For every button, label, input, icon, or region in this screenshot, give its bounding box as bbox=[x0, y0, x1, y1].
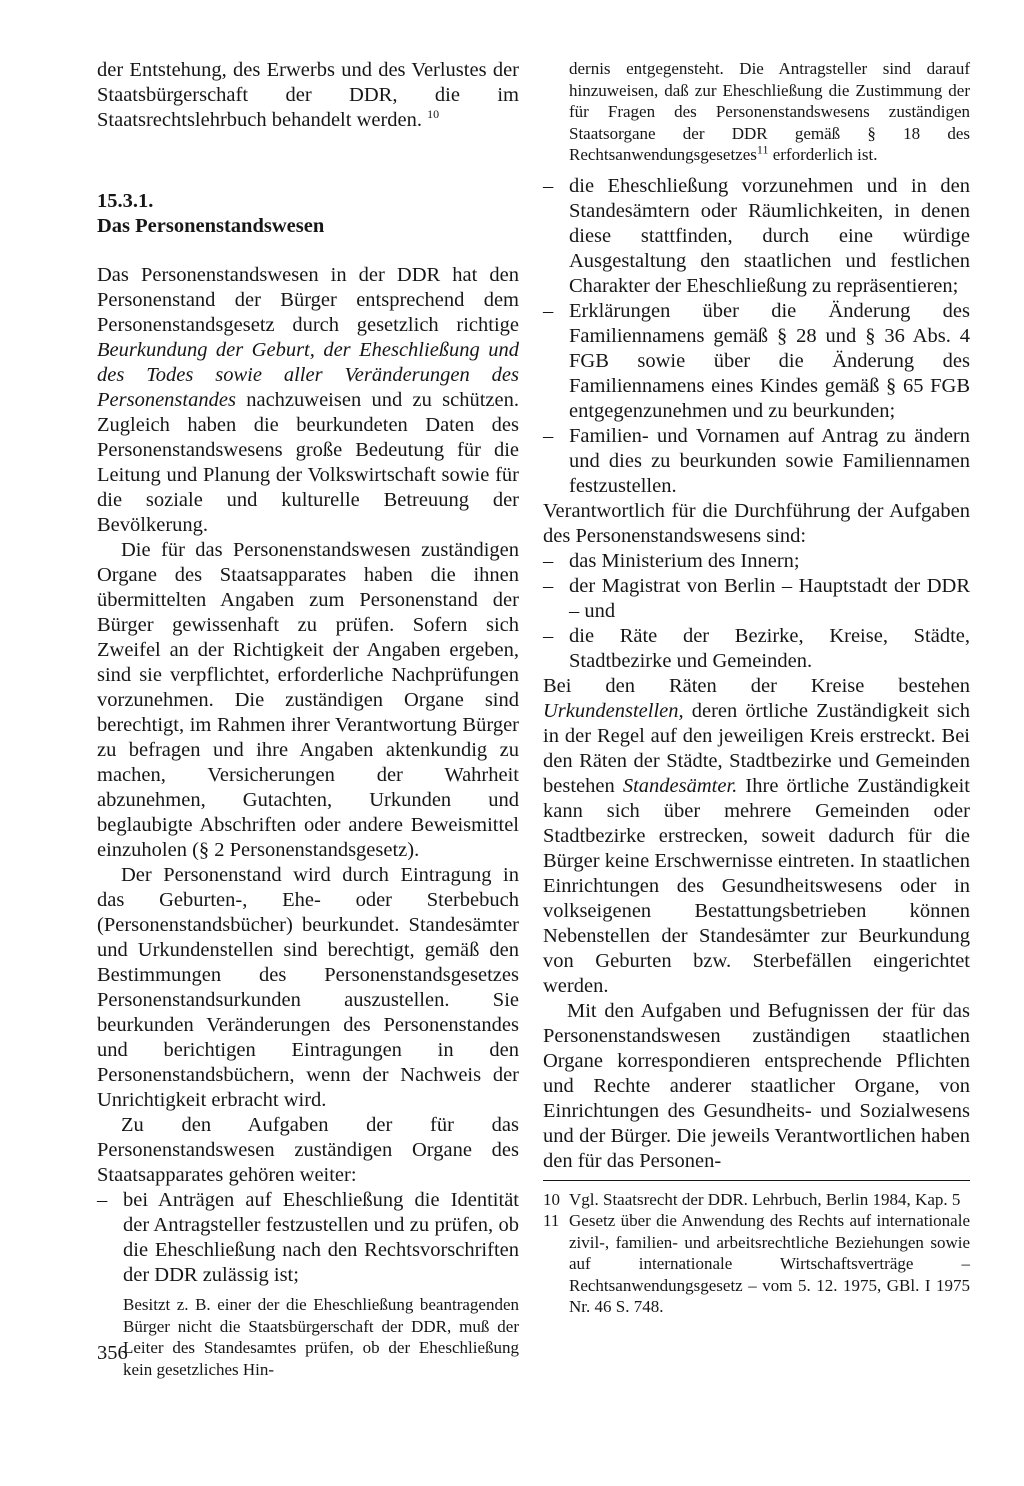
intro-text: der Entstehung, des Erwerbs und des Verlustes der Staatsbürgerschaft der DDR, die im Staatsrechtslehrbuch behandelt werden. bbox=[97, 59, 519, 131]
small-print-note: Besitzt z. B. einer der die Eheschließung beantragenden Bürger nicht die Staatsbürgerschaft der DDR, muß der Leiter des Standesamtes prüfen, ob der Eheschließung kein gesetzliches Hin- bbox=[123, 1295, 519, 1379]
paragraph-1-emphasis: Beurkundung der Geburt, der Eheschließung und des Todes sowie aller Veränderungen des Personenstandes bbox=[97, 339, 519, 411]
right-column bbox=[543, 58, 970, 1318]
footnote-divider bbox=[543, 1180, 970, 1181]
footnote-ref-10: 10 bbox=[427, 107, 440, 122]
left-column bbox=[97, 58, 519, 1380]
paragraph-5-emphasis-2: Standesämter. bbox=[622, 774, 738, 797]
list-dash: – bbox=[543, 574, 554, 597]
list-item bbox=[543, 174, 970, 299]
paragraph-5 bbox=[543, 674, 970, 999]
paragraph-2: Die für das Personenstandswesen zuständigen Organe des Staatsapparates haben die ihnen übermittelten Angaben zum Personenstand der Bürger gewissenhaft zu prüfen. Sofern sich Zweifel an der Richtigkeit der Angaben ergeben, sind sie verpflichtet, erforderliche Nachprüfungen vorzunehmen. Die zuständigen Organe sind berechtigt, im Rahmen ihrer Verantwortung Bürger zu befragen und ihre Angaben aktenkundig zu machen, Versicherungen der Wahrheit abzunehmen, Gutachten, Urkunden und beglaubigte Abschriften oder andere Beweismittel einzuholen (§ 2 Personenstandsgesetz). bbox=[97, 539, 519, 861]
list-item bbox=[543, 549, 970, 574]
list-item-text: die Räte der Bezirke, Kreise, Städte, Stadtbezirke und Gemeinden. bbox=[569, 624, 970, 672]
footnote-text: Gesetz über die Anwendung des Rechts auf internationale zivil-, familien- und arbeitsrechtliche Beziehungen sowie auf internationale Wirtschaftsverträge – Rechtsanwendungsgesetz – vom 5. 12. 1975, GBl. I 1975 Nr. 46 S. 748. bbox=[569, 1211, 970, 1316]
small-print-text-end: erforderlich ist. bbox=[768, 145, 878, 164]
paragraph-1-text-c: nachzuweisen und zu schützen. Zugleich haben die beurkundeten Daten des Personenstandswesens große Bedeutung für die Leitung und Planung der Volkswirtschaft sowie für die soziale und kulturelle Betreuung der Bevölkerung. bbox=[97, 389, 519, 536]
paragraph-1-text-a: Das Personenstandswesen in der DDR hat den Personenstand der Bürger entsprechend dem Personenstandsgesetz durch gesetzlich richtige bbox=[97, 264, 519, 336]
paragraph-1 bbox=[97, 263, 519, 538]
paragraph-5-text-c: deren örtliche Zuständigkeit sich in der Regel auf den jeweiligen Kreis erstreckt. Bei den Räten der Städte, Stadtbezirke und Gemeinden bestehen bbox=[543, 699, 970, 797]
intro-paragraph bbox=[97, 58, 519, 133]
list-item bbox=[543, 424, 970, 499]
list-item-text: die Eheschließung vorzunehmen und in den Standesämtern oder Räumlichkeiten, in denen diese stattfinden, durch eine würdige Ausgestaltung den staatlichen und festlichen Charakter der Eheschließung zu repräsentieren; bbox=[569, 174, 970, 297]
footnote-number: 11 bbox=[543, 1211, 560, 1230]
small-print-text: dernis entgegensteht. Die Antragsteller sind darauf hinzuweisen, daß zur Eheschließung die Zustimmung der für Fragen des Personenstandswesens zuständigen Staatsorgane der DDR gemäß § 18 des Rechtsanwendungsgesetzes bbox=[569, 59, 970, 164]
section-number: 15.3.1. bbox=[97, 190, 154, 212]
small-print-note-continued bbox=[543, 58, 970, 166]
list-dash: – bbox=[543, 424, 554, 447]
list-item-text: bei Anträgen auf Eheschließung die Identität der Antragsteller festzustellen und zu prüfen, ob die Eheschließung nach den Rechtsvorschriften der DDR zulässig ist; bbox=[123, 1189, 519, 1286]
paragraph-5-text-a: Bei den Räten der Kreise bestehen bbox=[543, 674, 970, 697]
list-item-text: der Magistrat von Berlin – Hauptstadt der DDR – und bbox=[569, 574, 970, 622]
page-number: 356 bbox=[97, 1342, 128, 1364]
list-item bbox=[543, 299, 970, 424]
list-item-text: das Ministerium des Innern; bbox=[569, 549, 800, 572]
list-item-text: Familien- und Vornamen auf Antrag zu ändern und dies zu beurkunden sowie Familiennamen festzustellen. bbox=[569, 424, 970, 497]
list-dash: – bbox=[97, 1189, 108, 1211]
footnote-ref-11: 11 bbox=[756, 142, 769, 157]
list-item bbox=[543, 624, 970, 674]
footnote-number: 10 bbox=[543, 1189, 560, 1209]
list-item-text: Erklärungen über die Änderung des Familiennamens gemäß § 28 und § 36 Abs. 4 FGB sowie über die Änderung des Familiennamens eines Kindes gemäß § 65 FGB entgegenzunehmen und zu beurkunden; bbox=[569, 299, 970, 422]
footnote-11 bbox=[543, 1210, 970, 1318]
section-heading bbox=[97, 189, 519, 239]
list-dash: – bbox=[543, 624, 554, 647]
paragraph-6: Mit den Aufgaben und Befugnissen der für das Personenstandswesen zuständigen staatlichen Organe korrespondieren entsprechende Pflichten und Rechte anderer staatlicher Organe, von Einrichtungen des Gesundheits- und Sozialwesens und der Bürger. Die jeweils Verantwortlichen haben den für das Personen- bbox=[543, 999, 970, 1172]
footnote-10 bbox=[543, 1189, 970, 1211]
paragraph-4: Zu den Aufgaben der für das Personenstandswesen zuständigen Organe des Staatsapparates gehören weiter: bbox=[97, 1114, 519, 1186]
list-dash: – bbox=[543, 174, 554, 197]
list-item bbox=[97, 1188, 519, 1288]
list-item bbox=[543, 574, 970, 624]
paragraph-5-emphasis-1: Urkundenstellen, bbox=[543, 699, 684, 722]
footnote-text: Vgl. Staatsrecht der DDR. Lehrbuch, Berlin 1984, Kap. 5 bbox=[569, 1189, 961, 1209]
list-dash: – bbox=[543, 549, 554, 572]
list-dash: – bbox=[543, 299, 554, 322]
paragraph-3: Der Personenstand wird durch Eintragung in das Geburten-, Ehe- oder Sterbebuch (Personenstandsbücher) beurkundet. Standesämter und Urkundenstellen sind berechtigt, gemäß den Bestimmungen des Personenstandsgesetzes Personenstandsurkunden auszustellen. Sie beurkunden Veränderungen des Personenstandes und berichtigen Eintragungen in den Personenstandsbüchern, wenn der Nachweis der Unrichtigkeit erbracht wird. bbox=[97, 864, 519, 1111]
section-title: Das Personenstandswesen bbox=[97, 215, 325, 237]
responsibility-intro: Verantwortlich für die Durchführung der Aufgaben des Personenstandswesens sind: bbox=[543, 499, 970, 547]
paragraph-5-text-e: Ihre örtliche Zuständigkeit kann sich über mehrere Gemeinden oder Stadtbezirke erstrecken, soweit dadurch für die Bürger keine Erschwernisse eintreten. In staatlichen Einrichtungen des Gesundheitswesens oder in volkseigenen Bestattungsbetrieben können Nebenstellen der Standesämter zur Beurkundung von Geburten bzw. Sterbefällen eingerichtet werden. bbox=[543, 774, 970, 997]
